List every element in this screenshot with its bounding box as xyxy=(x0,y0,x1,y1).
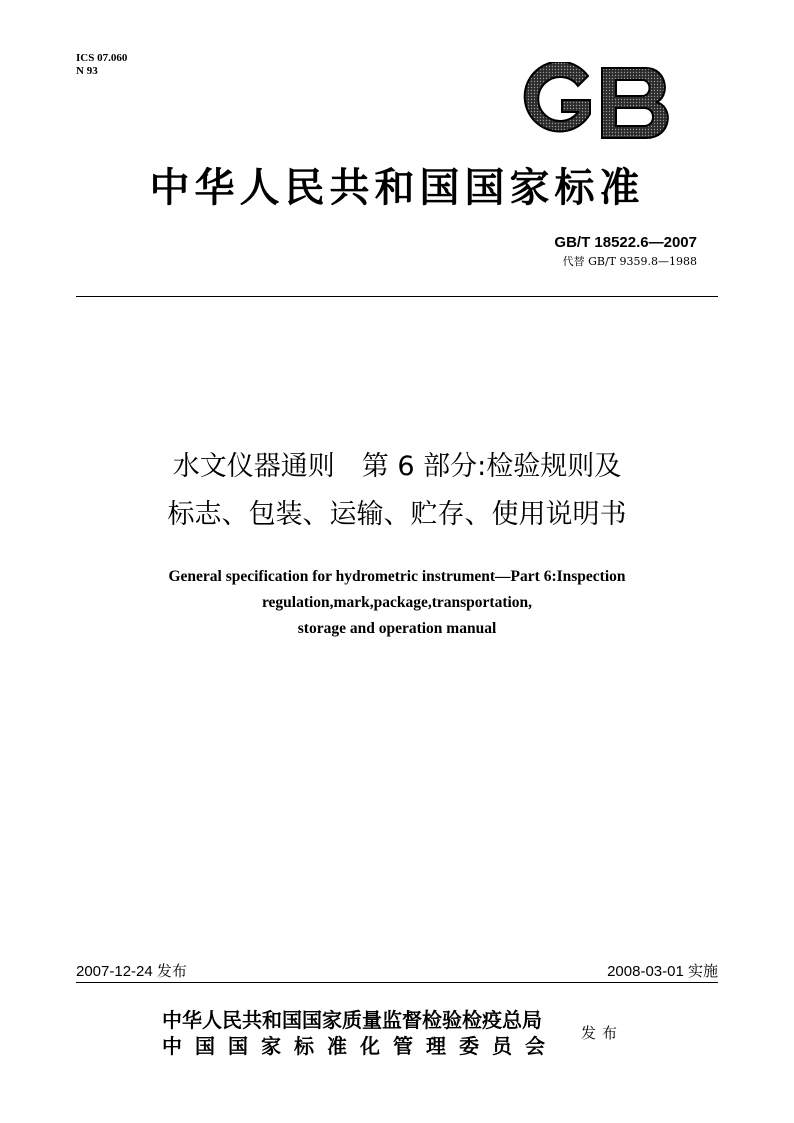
implementation-date: 2008-03-01 实施 xyxy=(607,963,718,980)
issuer-aqsiq: 中华人民共和国国家质量监督检验检疫总局 xyxy=(162,1008,542,1032)
english-title-line-2: regulation,mark,package,transportation, xyxy=(261,594,533,611)
ccs-code: N 93 xyxy=(76,65,98,77)
english-title xyxy=(40,564,754,642)
ics-code: ICS 07.060 xyxy=(76,52,128,64)
english-title-line-3: storage and operation manual xyxy=(297,620,497,637)
footer-divider xyxy=(76,982,718,983)
publish-label: 发布 xyxy=(581,1024,624,1042)
english-title-line-1: General specification for hydrometric instrument—Part 6:Inspection xyxy=(168,568,626,585)
gb-logo xyxy=(518,62,676,144)
classification-codes xyxy=(76,52,127,78)
chinese-title xyxy=(40,443,754,539)
issuer-sac: 中国国家标准化管理委员会 xyxy=(162,1034,558,1058)
chinese-title-line-2: 标志、包装、运输、贮存、使用说明书 xyxy=(167,499,627,530)
standard-number: GB/T 18522.6—2007 xyxy=(554,234,697,251)
national-standard-title: 中华人民共和国国家标准 xyxy=(149,165,645,211)
chinese-title-line-1: 水文仪器通则 第 6 部分:检验规则及 xyxy=(172,451,622,482)
issue-date: 2007-12-24 发布 xyxy=(76,963,187,980)
header-divider xyxy=(76,296,718,297)
replaces-standard: 代替 GB/T 9359.8—1988 xyxy=(562,255,697,268)
